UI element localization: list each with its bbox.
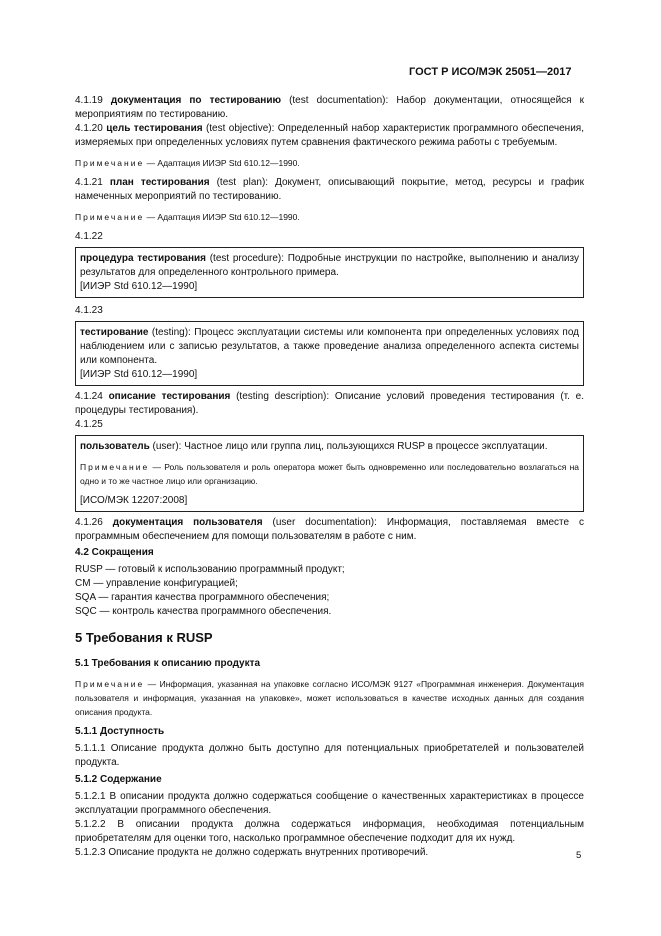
- term-definition: (test procedure): Подробные инструкции по настройке, выполнению и анализу результатов для определенного контрольного примера.: [80, 253, 579, 278]
- term-number: 4.1.24: [75, 391, 103, 402]
- section-5-title: 5 Требования к RUSP: [75, 630, 213, 645]
- abbr-item: SQC — контроль качества программного обеспечения.: [75, 606, 332, 617]
- page-content: [75, 94, 584, 860]
- section-5-1-note: [75, 677, 584, 719]
- term-source: [ИИЭР Std 610.12—1990]: [80, 281, 198, 292]
- term-definition: (test objective): Определенный набор характеристик программного обеспечения, измеряемых при определенных условиях путем сравнения фактического режима работы с требуемым.: [75, 123, 584, 148]
- term-definition: (user documentation): Информация, поставляемая вместе с программным обеспечением для помощи пользователям в работе с ним.: [75, 517, 584, 542]
- term-number-4-1-25: 4.1.25: [75, 419, 103, 430]
- term-4-1-24: [75, 390, 584, 418]
- term-name: документация пользователя: [112, 517, 263, 528]
- document-header: ГОСТ Р ИСО/МЭК 25051—2017: [409, 66, 572, 78]
- term-4-1-26: [75, 516, 584, 544]
- note-label: Примечание: [80, 462, 150, 472]
- abbr-item: CM — управление конфигурацией;: [75, 578, 238, 589]
- paragraph-5-1-2-1: 5.1.2.1 В описании продукта должно содержаться сообщение о качественных характеристиках в процессе эксплуатации программного обеспечения.: [75, 791, 584, 816]
- section-4-2-title: 4.2 Сокращения: [75, 547, 154, 558]
- section-5-1-2-title: 5.1.2 Содержание: [75, 774, 162, 785]
- term-name: пользователь: [80, 441, 150, 452]
- paragraph-5-1-1-1: 5.1.1.1 Описание продукта должно быть доступно для потенциальных приобретателей и пользователей продукта.: [75, 743, 584, 768]
- term-definition: (testing): Процесс эксплуатации системы или компонента при определенных условиях под наблюдением или с записью результатов, а также проведение анализа определенного аспекта системы или компонента.: [80, 327, 579, 366]
- term-number-4-1-23: 4.1.23: [75, 305, 103, 316]
- term-name: процедура тестирования: [80, 253, 206, 264]
- term-4-1-20: [75, 122, 584, 150]
- term-number: 4.1.20: [75, 123, 103, 134]
- term-number-4-1-22: 4.1.22: [75, 231, 103, 242]
- term-box-4-1-23: [75, 321, 584, 386]
- paragraph-5-1-2-2: 5.1.2.2 В описании продукта должна содержаться информация, необходимая потенциальным приобретателям для оценки того, насколько программное обеспечение подходит для их нужд.: [75, 819, 584, 844]
- term-name: документация по тестированию: [110, 95, 282, 106]
- term-number: 4.1.19: [75, 95, 103, 106]
- note-text: — Адаптация ИИЭР Std 610.12—1990.: [144, 158, 300, 168]
- term-definition: (user): Частное лицо или группа лиц, пользующихся RUSP в процессе эксплуатации.: [149, 441, 548, 452]
- note-text: — Роль пользователя и роль оператора может быть одновременно или последовательно возлагаться на одно и то же частное лицо или организацию.: [80, 462, 579, 486]
- abbr-item: SQA — гарантия качества программного обеспечения;: [75, 592, 330, 603]
- note-4-1-20: [75, 156, 584, 170]
- term-definition: (test documentation): Набор документации, относящейся к мероприятиям по тестированию.: [75, 95, 584, 120]
- note-4-1-21: [75, 210, 584, 224]
- term-note: [80, 460, 579, 488]
- term-source: [ИИЭР Std 610.12—1990]: [80, 369, 198, 380]
- section-5-1-title: 5.1 Требования к описанию продукта: [75, 658, 261, 669]
- paragraph-5-1-2-3: 5.1.2.3 Описание продукта не должно содержать внутренних противоречий.: [75, 847, 429, 858]
- term-source: [ИСО/МЭК 12207:2008]: [80, 495, 188, 506]
- page-number: 5: [576, 850, 582, 861]
- term-box-4-1-22: [75, 247, 584, 298]
- section-5-1-1-title: 5.1.1 Доступность: [75, 726, 165, 737]
- term-4-1-21: [75, 176, 584, 204]
- note-label: Примечание: [75, 158, 145, 168]
- term-number: 4.1.21: [75, 177, 103, 188]
- term-name: цель тестирования: [106, 123, 203, 134]
- term-name: план тестирования: [109, 177, 210, 188]
- note-label: Примечание: [75, 679, 145, 689]
- term-definition: (test plan): Документ, описывающий покрытие, метод, ресурсы и график намеченных мероприятий по тестированию.: [75, 177, 584, 202]
- note-label: Примечание: [75, 212, 145, 222]
- term-box-4-1-25: [75, 435, 584, 512]
- term-definition: (testing description): Описание условий проведения тестирования (т. е. процедуры тестирования).: [75, 391, 584, 416]
- term-name: описание тестирования: [108, 391, 231, 402]
- term-name: тестирование: [80, 327, 149, 338]
- term-number: 4.1.26: [75, 517, 103, 528]
- note-text: — Информация, указанная на упаковке согласно ИСО/МЭК 9127 «Программная инженерия. Документация пользователя и информация, указанная на упаковке», может использоваться в качестве исходных данных для создания описания продукта.: [75, 679, 584, 717]
- term-4-1-19: [75, 94, 584, 122]
- abbr-item: RUSP — готовый к использованию программный продукт;: [75, 564, 345, 575]
- note-text: — Адаптация ИИЭР Std 610.12—1990.: [144, 212, 300, 222]
